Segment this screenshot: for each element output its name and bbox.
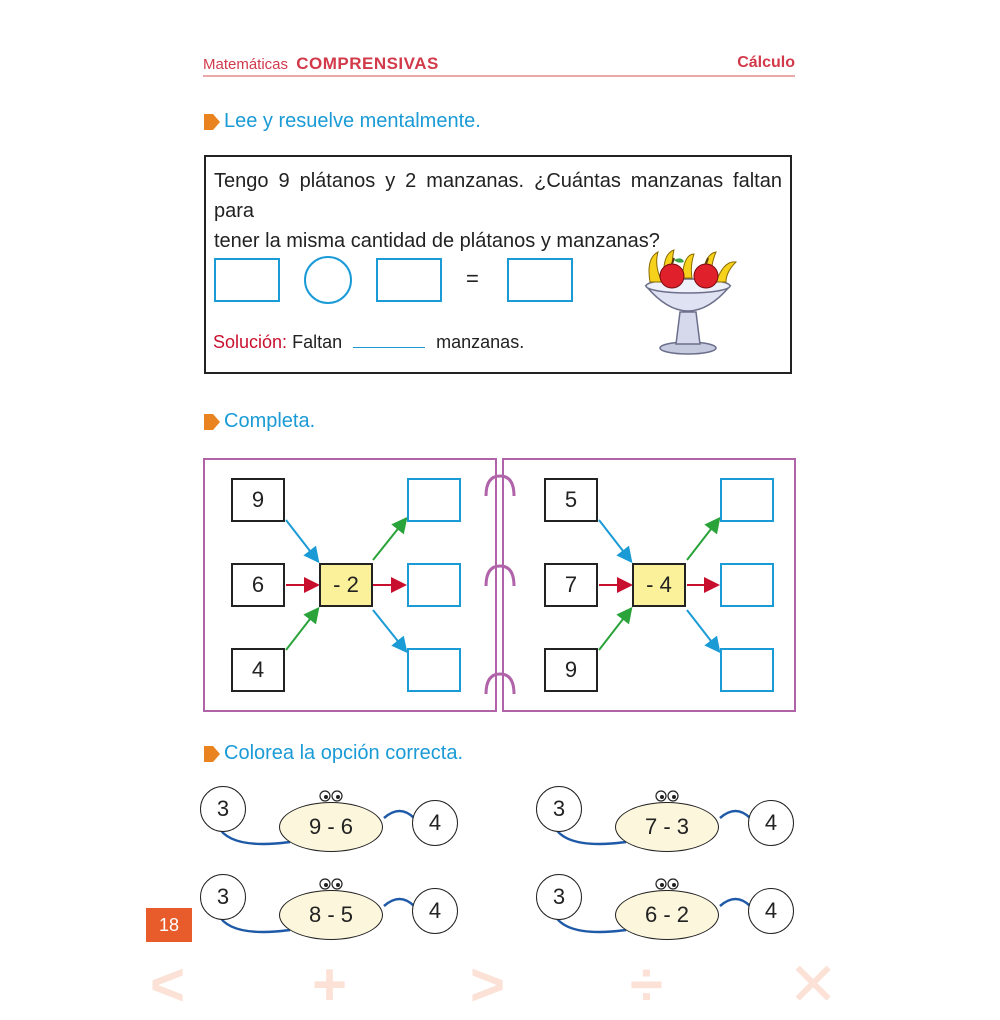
right-output-3[interactable] bbox=[720, 648, 774, 692]
choice-3-expression: 8 - 5 bbox=[279, 890, 383, 940]
choice-4-left[interactable]: 3 bbox=[536, 874, 582, 920]
header-brand: COMPRENSIVAS bbox=[296, 54, 439, 73]
watermark-greater-than: > bbox=[470, 951, 506, 1018]
choice-2-left[interactable]: 3 bbox=[536, 786, 582, 832]
watermark-divide: ÷ bbox=[630, 951, 663, 1018]
section3-title bbox=[204, 742, 463, 765]
left-input-1: 9 bbox=[231, 478, 285, 522]
page-number: 18 bbox=[146, 908, 192, 942]
left-input-3: 4 bbox=[231, 648, 285, 692]
solution-line bbox=[213, 332, 524, 353]
left-input-2: 6 bbox=[231, 563, 285, 607]
choice-1-left[interactable]: 3 bbox=[200, 786, 246, 832]
fruit-bowl-icon bbox=[632, 244, 744, 356]
header-left bbox=[203, 54, 439, 74]
section3-title-text: Colorea la opción correcta. bbox=[224, 742, 464, 764]
choice-3-right[interactable]: 4 bbox=[412, 888, 458, 934]
solution-text-before: Faltan bbox=[292, 332, 343, 352]
equation-box-1[interactable] bbox=[214, 258, 280, 302]
watermark-times: ✕ bbox=[788, 951, 839, 1018]
problem-line-2: tener la misma cantidad de plátanos y manzanas? bbox=[214, 230, 660, 252]
equation-result-box[interactable] bbox=[507, 258, 573, 302]
right-output-2[interactable] bbox=[720, 563, 774, 607]
header-divider bbox=[203, 75, 795, 77]
watermark-plus: + bbox=[312, 951, 348, 1018]
choice-2-expression: 7 - 3 bbox=[615, 802, 719, 852]
solution-blank[interactable] bbox=[353, 333, 425, 348]
equation-operator-circle[interactable] bbox=[304, 256, 352, 304]
right-operator: - 4 bbox=[632, 563, 686, 607]
section2-title-text: Completa. bbox=[224, 410, 316, 432]
solution-label: Solución: bbox=[213, 332, 288, 352]
equation-box-2[interactable] bbox=[376, 258, 442, 302]
solution-text-after: manzanas. bbox=[436, 332, 525, 352]
orange-bullet-icon bbox=[204, 114, 220, 130]
header-section-title: Cálculo bbox=[737, 54, 795, 71]
right-input-1: 5 bbox=[544, 478, 598, 522]
orange-bullet-icon bbox=[204, 746, 220, 762]
left-output-2[interactable] bbox=[407, 563, 461, 607]
left-output-1[interactable] bbox=[407, 478, 461, 522]
section2-title bbox=[204, 410, 315, 433]
choice-4-right[interactable]: 4 bbox=[748, 888, 794, 934]
orange-bullet-icon bbox=[204, 414, 220, 430]
left-operator: - 2 bbox=[319, 563, 373, 607]
header-subject: Matemáticas bbox=[203, 56, 289, 73]
choice-1-expression: 9 - 6 bbox=[279, 802, 383, 852]
choice-2-right[interactable]: 4 bbox=[748, 800, 794, 846]
choice-1-right[interactable]: 4 bbox=[412, 800, 458, 846]
watermark-less-than: < bbox=[150, 951, 186, 1018]
choice-3-left[interactable]: 3 bbox=[200, 874, 246, 920]
section1-title bbox=[204, 110, 481, 133]
equals-sign: = bbox=[466, 266, 479, 291]
right-input-2: 7 bbox=[544, 563, 598, 607]
problem-line-1: Tengo 9 plátanos y 2 manzanas. ¿Cuántas manzanas faltan para bbox=[214, 170, 782, 222]
choice-4-expression: 6 - 2 bbox=[615, 890, 719, 940]
right-input-3: 9 bbox=[544, 648, 598, 692]
problem-text bbox=[214, 166, 782, 256]
section1-title-text: Lee y resuelve mentalmente. bbox=[224, 110, 481, 132]
right-output-1[interactable] bbox=[720, 478, 774, 522]
left-output-3[interactable] bbox=[407, 648, 461, 692]
